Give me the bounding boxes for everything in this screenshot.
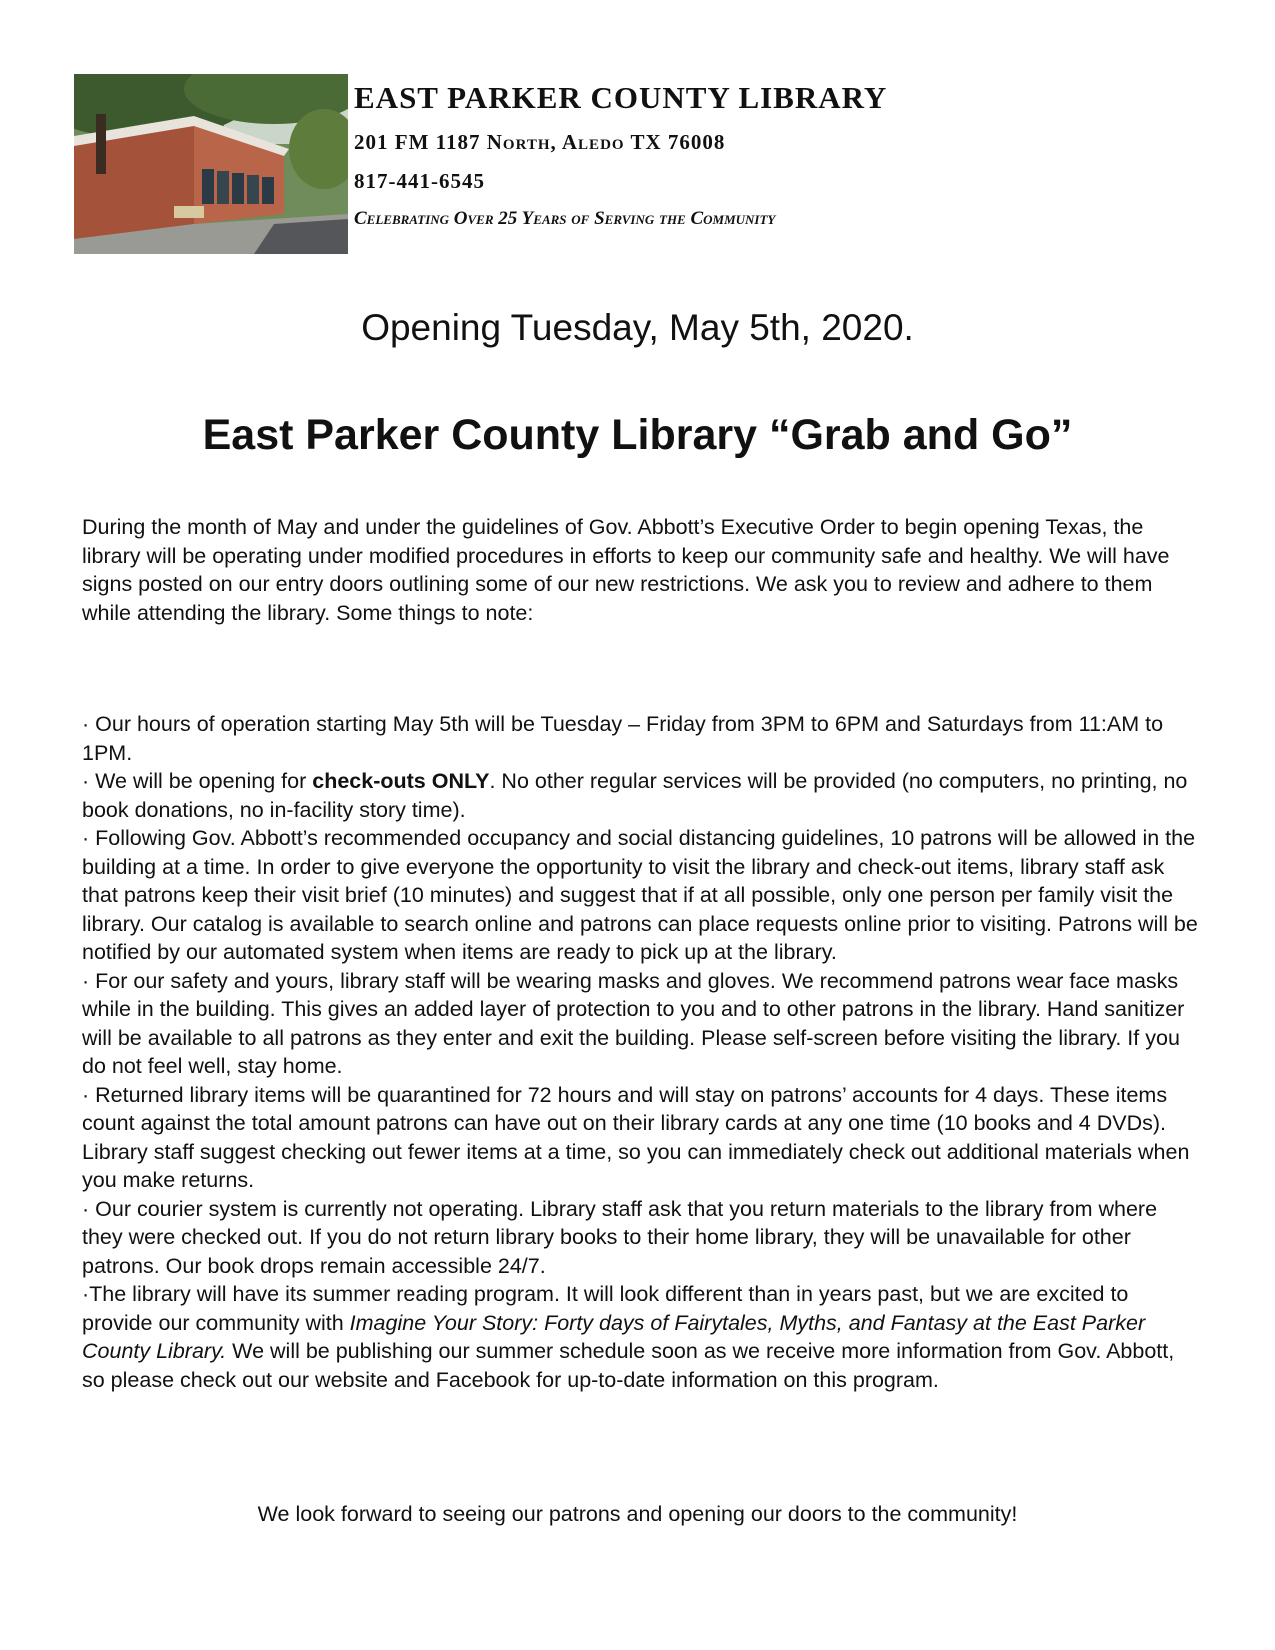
- intro-text: During the month of May and under the guidelines of Gov. Abbott’s Executive Order to begin opening Texas, the library will be operating under modified procedures in efforts to keep our community safe and healthy. We will have signs posted on our entry doors outlining some of our new restrictions. We ask you to review and adhere to them while attending the library. Some things to note:: [82, 515, 1170, 625]
- bullet-summer-program-title: Imagine Your Story: Forty days of Fairytales, Myths, and Fantasy at the East Parker County Library.: [82, 1310, 1146, 1363]
- library-building-photo: [74, 74, 348, 254]
- library-phone: 817-441-6545: [354, 169, 485, 193]
- bullet-hours: · Our hours of operation starting May 5th will be Tuesday – Friday from 3PM to 6PM and Saturdays from 11:AM to 1PM.: [82, 712, 1164, 765]
- bullet-occupancy: · Following Gov. Abbott’s recommended occupancy and social distancing guidelines, 10 patrons will be allowed in the building at a time. In order to give everyone the opportunity to visit the library and check-out items, library staff ask that patrons keep their visit brief (10 minutes) and suggest that if at all possible, only one person per family visit the library. Our catalog is available to search online and patrons can place requests online prior to visiting. Patrons will be notified by our automated system when items are ready to pick up at the library.: [82, 826, 1198, 964]
- page-title: East Parker County Library “Grab and Go”: [202, 411, 1073, 459]
- bullet-courier: · Our courier system is currently not operating. Library staff ask that you return materials to the library from where they were checked out. If you do not return library books to their home library, they will be unavailable for other patrons. Our book drops remain accessible 24/7.: [82, 1196, 1158, 1278]
- bullet-summer-post: We will be publishing our summer schedule soon as we receive more information from Gov. Abbott, so please check out our website and Facebook for up-to-date information on this program.: [82, 1339, 1175, 1392]
- opening-date: Opening Tuesday, May 5th, 2020.: [361, 307, 914, 348]
- letterhead-text: [354, 74, 1214, 232]
- bullet-summer: [82, 1280, 1202, 1394]
- bullet-checkouts-pre: · We will be opening for: [82, 769, 313, 793]
- bullet-checkouts-post: . No other regular services will be provided (no computers, no printing, no book donations, no in-facility story time).: [82, 769, 1188, 822]
- notice-list: [82, 710, 1202, 1394]
- library-name: EAST PARKER COUNTY LIBRARY: [354, 80, 888, 115]
- closing-line: We look forward to seeing our patrons and opening our doors to the community!: [257, 1502, 1018, 1526]
- library-address: 201 FM 1187 North, Aledo TX 76008: [354, 130, 726, 154]
- letterhead: [74, 74, 1224, 254]
- bullet-checkouts-bold: check-outs ONLY: [312, 769, 490, 793]
- bullet-summer-pre: ·The library will have its summer reading program. It will look different than in years past, but we are excited to provide our community with: [82, 1282, 1129, 1335]
- library-slogan: Celebrating Over 25 Years of Serving the Community: [354, 208, 776, 229]
- intro-paragraph: [82, 513, 1202, 627]
- bullet-checkouts: [82, 767, 1202, 824]
- bullet-returns: · Returned library items will be quarantined for 72 hours and will stay on patrons’ accounts for 4 days. These items count against the total amount patrons can have out on their library cards at any one time (10 books and 4 DVDs). Library staff suggest checking out fewer items at a time, so you can immediately check out additional materials when you make returns.: [82, 1082, 1190, 1192]
- bullet-safety: · For our safety and yours, library staff will be wearing masks and gloves. We recommend patrons wear face masks while in the building. This gives an added layer of protection to you and to other patrons in the library. Hand sanitizer will be available to all patrons as they enter and exit the building. Please self-screen before visiting the library. If you do not feel well, stay home.: [82, 968, 1185, 1078]
